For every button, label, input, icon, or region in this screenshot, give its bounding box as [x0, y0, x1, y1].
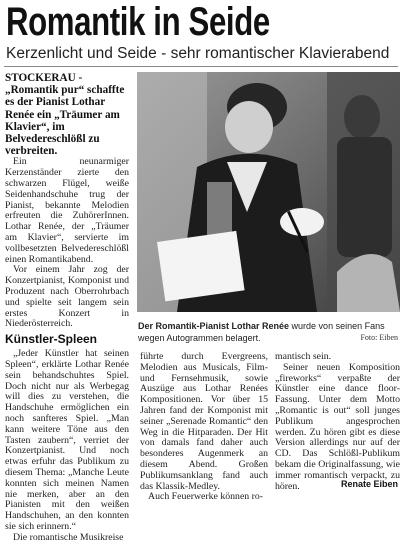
section-subtitle: Künstler-Spleen: [5, 332, 98, 347]
photo-credit: Foto: Eiben: [360, 333, 398, 342]
caption-bold: Der Romantik-Pianist Lothar Renée: [138, 321, 290, 331]
body-paragraph: Ein neunarmiger Kerzenständer zierte den schwarzen Flügel, weiße Seidenhandschuhe trug der Pianist, bekannte Melodien erfreuten die ZuhörerInnen. Lothar Renée, der „Träumer am Klavier“, servierte im vollbesetzten Belvedereschlößl einen Romantikabend.: [5, 156, 129, 265]
body-paragraph: Die romantische Musikreise: [13, 531, 124, 543]
body-paragraph: Vor einem Jahr zog der Konzertpianist, Komponist und Produzent nach Oberrohrbach und spielte seit langem sein erstes Konzert in Niederösterreich.: [5, 264, 129, 330]
body-paragraph: Auch Feuerwerke können ro-: [148, 491, 264, 503]
body-paragraph: mantisch sein.: [275, 351, 332, 362]
author-byline: Renate Eiben: [340, 479, 398, 489]
body-paragraph: Seiner neuen Komposition „fireworks“ verpaßte der Künstler eine dance floor-Fassung. Unter dem Motto „Romantic is out“ soll junges Publikum angesprochen werden. Zu hören gibt es diese Version allerdings nur auf der CD. Das Schlößl-Publikum bekam die Originalfassung, wie immer romantisch verpackt, zu hören.: [275, 361, 400, 492]
pianist-photo-image: [137, 72, 400, 312]
column-2: [140, 352, 268, 503]
column-1: [5, 72, 129, 544]
body-paragraph: „Jeder Künstler hat seinen Spleen“, erklärte Lothar Renée sein behandschuhtes Spiel. Doch nicht nur als Werbegag will dies zu verstehen, die Handschuhe ermöglichen ein noch sanfteres Spiel. „Man kann weitere Töne aus den Tasten zaubern“, verriet der Konzertpianist. Und noch etwas erfuhr das Publikum zu diesem Thema: „Manche Leute konnten sich meinen Namen nie merken, aber an den Pianisten mit den weißen Handschuhen, an den konnten sie sich erinnern.“: [5, 348, 129, 532]
photo-caption: [138, 320, 400, 344]
lead-paragraph: STOCKERAU - „Romantik pur“ schaffte es der Pianist Lothar Renée ein „Träumer am Klavier“, im Belvedereschlößl zu verbreiten.: [5, 72, 125, 158]
pianist-photo: [137, 72, 400, 312]
headline: Romantik in Seide: [6, 0, 270, 44]
caption-text: wurde von seinen Fans wegen Autogrammen belagert.: [138, 321, 385, 343]
column-3: [275, 352, 400, 492]
subheadline: Kerzenlicht und Seide - sehr romantischer Klavierabend: [6, 45, 390, 62]
body-paragraph: führte durch Evergreens, Melodien aus Musicals, Film- und Fernsehmusik, sowie Auszüge aus Lothar Renées Kompositionen. Vor über 15 Jahren fand der Komponist mit seiner „Serenade Romantic“ den Weg in die Hitparaden. Der Hit von damals fand daher auch besonderes Augenmerk an diesem Abend. Großen Publikumsanklang fand auch das Klassik-Medley.: [140, 351, 268, 492]
header-rule: [4, 66, 398, 67]
